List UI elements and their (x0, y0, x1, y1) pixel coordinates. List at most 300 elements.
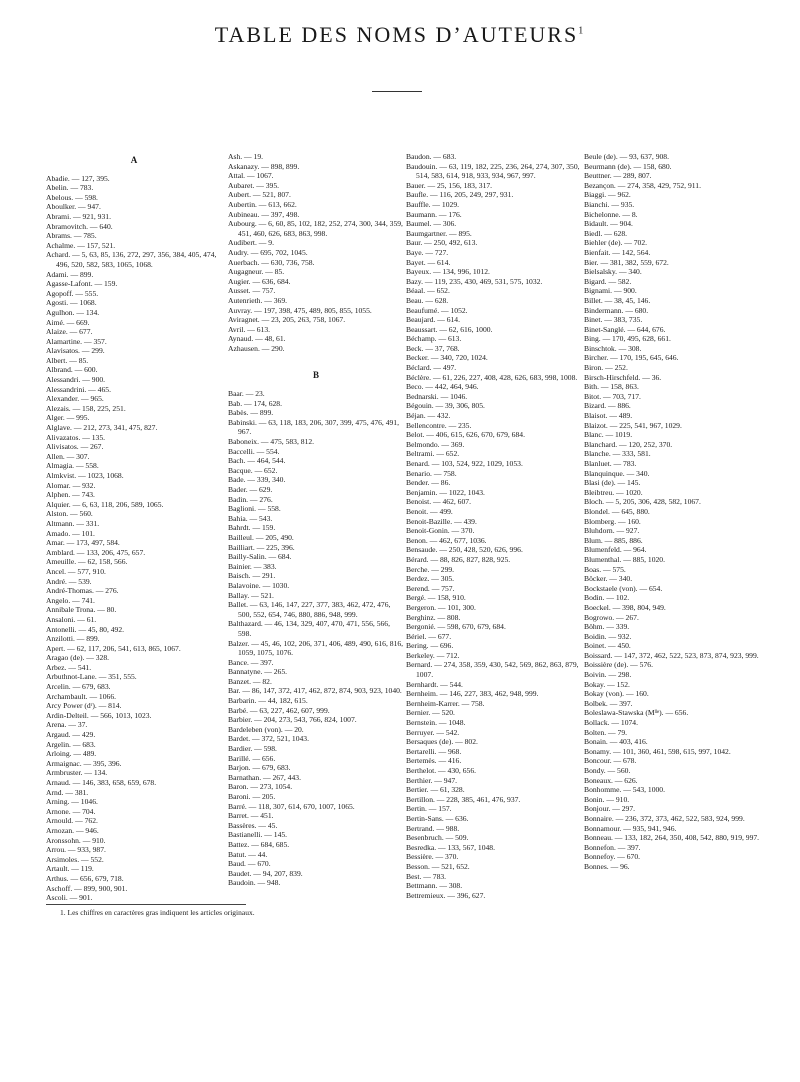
author-entry: Achard. — 5, 63, 85, 136, 272, 297, 356, 384, 405, 474, 496, 520, 582, 583, 1065, 1068. (46, 250, 217, 269)
author-entry: Alivazatos. — 135. (46, 432, 106, 442)
author-entry: Battez. — 684, 685. (228, 839, 290, 849)
author-entry: Béaal. — 652. (406, 286, 450, 296)
author-entry: Bernier. — 520. (406, 708, 455, 718)
author-entry: Bérard. — 88, 826, 827, 828, 925. (406, 554, 511, 564)
author-entry: Aubaret. — 395. (228, 180, 280, 190)
author-entry: Beaufumé. — 1052. (406, 305, 468, 315)
author-entry: Bier. — 381, 382, 559, 672. (584, 257, 669, 267)
author-entry: Boissard. — 147, 372, 462, 522, 523, 873, 874, 923, 999. (584, 650, 759, 660)
index-column-3 (406, 152, 582, 900)
author-entry: Balavoine. — 1030. (228, 580, 290, 590)
author-entry: Baron. — 273, 1054. (228, 782, 293, 792)
author-entry: Bindermann. — 680. (584, 305, 649, 315)
author-entry: Boivin. — 298. (584, 670, 632, 680)
author-entry: Almkvist. — 1023, 1068. (46, 471, 124, 480)
author-entry: Ballet. — 63, 146, 147, 227, 377, 383, 462, 472, 476, 500, 552, 654, 746, 880, 886, 948, 999. (228, 600, 391, 619)
author-entry: Baudon. — 683. (406, 152, 457, 161)
author-entry: Aubourg. — 6, 60, 85, 102, 182, 252, 274, 300, 344, 359, 451, 460, 626, 683, 863, 998. (228, 219, 403, 238)
author-entry: Berthier. — 947. (406, 775, 458, 785)
author-entry: Bender. — 86. (406, 478, 451, 488)
author-entry: Berghinz. — 808. (406, 612, 461, 622)
author-entry: Besson. — 521, 652. (406, 861, 470, 871)
author-entry: Blondel. — 645, 880. (584, 506, 650, 516)
author-entry: Blanluet. — 783. (584, 459, 637, 468)
author-entry: Bégouin. — 39, 306, 805. (406, 401, 485, 411)
author-entry: Boidin. — 932. (584, 631, 632, 641)
author-entry: Beule (de). — 93, 637, 908. (584, 152, 669, 161)
author-entry: Aimé. — 669. (46, 317, 90, 327)
author-entry: Angelo. — 741. (46, 595, 95, 605)
author-entry: Barbier. — 204, 273, 543, 766, 824, 1007. (228, 715, 357, 725)
author-entry: Ardin-Delteil. — 566, 1013, 1023. (46, 710, 152, 720)
author-entry: Almagia. — 558. (46, 461, 99, 471)
author-entry: Amado. — 101. (46, 528, 95, 538)
author-entry: Batut. — 44. (228, 849, 268, 859)
author-entry: André-Thomas. — 276. (46, 586, 119, 596)
footnote-rule (46, 904, 246, 905)
author-entry: Bab. — 174, 628. (228, 398, 282, 408)
author-entry: Boas. — 575. (584, 564, 626, 574)
section-letter: B (312, 370, 319, 381)
author-entry: Binet. — 383, 735. (584, 315, 643, 325)
author-entry: Aronssohn. — 910. (46, 835, 106, 845)
author-entry: Bleibtreu. — 1020. (584, 487, 643, 497)
author-entry: Banzet. — 82. (228, 676, 272, 686)
author-entry: Berruyer. — 542. (406, 727, 460, 737)
author-entry: Annibale Trona. — 80. (46, 605, 117, 615)
author-entry: Avril. — 613. (228, 324, 271, 334)
author-entry: Bailleul. — 205, 490. (228, 532, 294, 542)
author-entry: Alezais. — 158, 225, 251. (46, 403, 126, 413)
author-entry: Biaggi. — 962. (584, 190, 631, 200)
author-entry: Baudet. — 94, 207, 839. (228, 868, 303, 878)
author-entry: Baufle. — 116, 205, 249, 297, 931. (406, 190, 514, 200)
author-entry: Bodin. — 102. (584, 593, 630, 603)
author-entry: Artault. — 119. (46, 864, 94, 874)
author-entry: Biron. — 252. (584, 363, 628, 373)
author-entry: Alessandri. — 900. (46, 375, 106, 385)
author-entry: Baar. — 23. (228, 389, 265, 399)
author-entry: Bianchi. — 935. (584, 199, 635, 209)
author-entry: Bensaude. — 250, 428, 520, 626, 996. (406, 545, 523, 555)
author-entry: Bignami. — 900. (584, 286, 637, 296)
author-entry: Bardier. — 598. (228, 744, 277, 754)
author-entry: Baudoin. — 948. (228, 878, 281, 888)
author-entry: Barbarin. — 44, 182, 615. (228, 696, 308, 706)
author-entry: Askanazy. — 898, 899. (228, 161, 300, 171)
author-entry: Anzilotti. — 899. (46, 634, 100, 644)
author-entry: Bokay. — 152. (584, 679, 630, 689)
author-entry: Bonnaire. — 236, 372, 373, 462, 522, 583, 924, 999. (584, 813, 745, 823)
author-entry: Beck. — 37, 768. (406, 343, 460, 353)
author-entry: Blum. — 885, 886. (584, 535, 643, 545)
author-entry: Baumgartner. — 895. (406, 228, 472, 238)
author-entry: Arcy Power (dʳ). — 814. (46, 701, 122, 711)
author-entry: Bollack. — 1074. (584, 718, 638, 728)
author-entry: Barret. — 451. (228, 811, 274, 821)
author-entry: Arcelin. — 679, 683. (46, 682, 111, 692)
author-entry: Beaussart. — 62, 616, 1000. (406, 324, 493, 334)
author-entry: Bogrowo. — 267. (584, 612, 639, 622)
author-entry: Beau. — 628. (406, 295, 449, 305)
author-entry: Albert. — 85. (46, 355, 89, 365)
author-entry: Boeckel. — 398, 804, 949. (584, 602, 666, 612)
author-entry: Bance. — 397. (228, 657, 274, 667)
author-entry: Adami. — 899. (46, 269, 94, 279)
author-entry: Alavisatos. — 299. (46, 346, 105, 356)
author-entry: Berche. — 299. (406, 564, 455, 574)
index-column-2 (228, 152, 404, 888)
author-entry: Bigard. — 582. (584, 276, 632, 286)
author-entry: Aubineau. — 397, 498. (228, 209, 300, 219)
author-entry: Bezançon. — 274, 358, 429, 752, 911. (584, 180, 701, 190)
author-entry: Bernhardt. — 544. (406, 679, 463, 689)
author-entry: Aubertin. — 613, 662. (228, 199, 297, 209)
author-entry: Bersaques (de). — 802. (406, 737, 478, 747)
author-entry: Bonnefoy. — 670. (584, 852, 641, 862)
author-entry: Bannatyne. — 265. (228, 667, 288, 677)
author-entry: Agopoff. — 555. (46, 288, 99, 298)
author-entry: Biehler (de). — 702. (584, 238, 648, 248)
index-column-4 (584, 152, 760, 872)
author-entry: Bonhomme. — 543, 1000. (584, 785, 665, 795)
author-entry: Barillé. — 656. (228, 753, 276, 763)
author-entry: Bolbek. — 397. (584, 698, 633, 708)
author-entry: Bertin. — 157. (406, 804, 452, 814)
author-entry: Ausset. — 757. (228, 286, 276, 296)
author-entry: Bokay (von). — 160. (584, 689, 649, 699)
author-entry: Ballay. — 521. (228, 590, 274, 600)
author-entry: Babès. — 899. (228, 408, 274, 418)
author-entry: Bonnamour. — 935, 941, 946. (584, 823, 677, 833)
author-entry: Bonjour. — 297. (584, 804, 636, 814)
author-entry: Bonneau. — 133, 182, 264, 350, 408, 542, 880, 919, 997. (584, 833, 760, 843)
author-entry: Balzer. — 45, 46, 102, 206, 371, 406, 489, 490, 616, 816, 1059, 1075, 1076. (228, 638, 404, 658)
author-entry: Aynaud. — 48, 61. (228, 334, 286, 344)
author-entry: Augagneur. — 85. (228, 267, 285, 277)
author-entry: Bonnefon. — 397. (584, 842, 641, 852)
author-entry: Best. — 783. (406, 871, 447, 881)
author-entry: Biedl. — 628. (584, 228, 628, 238)
author-entry: Bayeux. — 134, 996, 1012. (406, 267, 490, 277)
author-entry: Audry. — 695, 702, 1045. (228, 247, 308, 257)
author-entry: Alquier. — 6, 63, 118, 206, 589, 1065. (46, 499, 164, 509)
author-entry: Benjamin. — 1022, 1043. (406, 487, 485, 497)
author-entry: Berthelot. — 430, 656. (406, 766, 477, 775)
author-entry: Boinet. — 450. (584, 641, 631, 651)
author-entry: Ancel. — 577, 910. (46, 566, 106, 576)
author-entry: Böcker. — 340. (584, 574, 633, 584)
author-entry: Bidault. — 904. (584, 219, 633, 229)
author-entry: Beltrami. — 652. (406, 449, 460, 459)
author-entry: Boncour. — 678. (584, 756, 637, 766)
author-entry: Arnould. — 762. (46, 816, 98, 826)
author-entry: Bardeleben (von). — 20. (228, 724, 304, 734)
author-entry: Alivisatos. — 267. (46, 442, 104, 452)
author-entry: Bonin. — 910. (584, 794, 630, 804)
author-entry: Abrams. — 785. (46, 231, 97, 241)
author-entry: Baglioni. — 558. (228, 504, 281, 514)
author-entry: Altmann. — 331. (46, 518, 100, 528)
author-entry: Armbruster. — 134. (46, 768, 108, 778)
author-entry: Bade. — 339, 340. (228, 475, 286, 485)
author-entry: Arnd. — 381. (46, 787, 89, 797)
author-entry: Bernstein. — 1048. (406, 718, 466, 728)
author-entry: Bondy. — 560. (584, 766, 631, 775)
author-entry: Abelous. — 598. (46, 192, 98, 202)
author-entry: Agulhon. — 134. (46, 307, 100, 317)
author-entry: Bauffle. — 1029. (406, 199, 460, 209)
author-entry: Boneaux. — 626. (584, 775, 638, 785)
author-entry: Bergeron. — 101, 300. (406, 602, 476, 612)
page-title (0, 22, 800, 48)
author-entry: Baye. — 727. (406, 247, 449, 257)
author-entry: Benoit-Gonin. — 370. (406, 526, 475, 536)
author-entry: Aboulker. — 947. (46, 202, 101, 212)
author-entry: Abelin. — 783. (46, 183, 94, 193)
author-entry: Benoist. — 462, 607. (406, 497, 471, 507)
author-entry: Bloch. — 5, 205, 306, 428, 582, 1067. (584, 497, 701, 507)
author-entry: Bacque. — 652. (228, 465, 278, 475)
author-entry: Béchamp. — 613. (406, 334, 462, 344)
author-entry: Arbez. — 541. (46, 662, 92, 672)
author-entry: Benoit-Bazille. — 439. (406, 516, 477, 526)
author-entry: Aviragnet. — 23, 205, 263, 758, 1067. (228, 315, 346, 325)
section-letter: A (130, 155, 138, 165)
author-entry: Berkeley. — 712. (406, 650, 460, 660)
author-entry: Baumann. — 176. (406, 209, 462, 219)
author-entry: Bader. — 629. (228, 485, 273, 494)
title-rule (372, 91, 422, 92)
author-entry: Bernard. — 274, 358, 359, 430, 542, 569, 862, 863, 879, 1007. (406, 660, 579, 680)
author-entry: Bettmann. — 308. (406, 881, 463, 891)
author-entry: Barjon. — 679, 683. (228, 763, 291, 773)
author-entry: Aschoff. — 899, 900, 901. (46, 883, 128, 893)
author-entry: Bettremieux. — 396, 627. (406, 890, 486, 900)
author-entry: Bielsalsky. — 340. (584, 267, 642, 277)
author-entry: Béclère. — 61, 226, 227, 408, 428, 626, 683, 998, 1008. (406, 372, 578, 382)
author-entry: Arthus. — 656, 679, 718. (46, 873, 124, 883)
author-entry: Alexander. — 965. (46, 394, 104, 404)
author-entry: Beurmann (de). — 158, 680. (584, 161, 672, 171)
author-entry: Arnaud. — 146, 383, 658, 659, 678. (46, 778, 157, 787)
author-entry: Boissière (de). — 576. (584, 660, 653, 670)
author-entry: Arnozan. — 946. (46, 825, 99, 835)
author-entry: Blaisot. — 489. (584, 411, 633, 421)
author-entry: Argelin. — 683. (46, 739, 96, 749)
footnote: 1. Les chiffres en caractères gras indiquent les articles originaux. (60, 908, 255, 917)
author-entry: Arsimoles. — 552. (46, 854, 104, 864)
author-entry: Baccelli. — 554. (228, 446, 280, 456)
author-entry: Abramovitch. — 640. (46, 221, 113, 231)
author-entry: Ascoli. — 901. (46, 893, 93, 903)
author-entry: Bach. — 464, 544. (228, 456, 286, 466)
author-entry: Ameuille. — 62, 158, 566. (46, 557, 128, 567)
author-entry: Bertrand. — 988. (406, 823, 460, 833)
author-entry: Bith. — 158, 863. (584, 382, 639, 392)
author-entry: Baisch. — 291. (228, 571, 276, 581)
author-entry: Bertillon. — 228, 385, 461, 476, 937. (406, 794, 521, 804)
author-entry: Agasse-Lafont. — 159. (46, 279, 118, 289)
author-entry: Bellencontre. — 235. (406, 420, 472, 430)
author-entry: Alaize. — 677. (46, 327, 93, 337)
author-entry: Billet. — 38, 45, 146. (584, 295, 651, 305)
author-entry: Alessandrini. — 465. (46, 384, 111, 394)
author-entry: Bolten. — 79. (584, 727, 628, 737)
author-entry: Besenbruch. — 509. (406, 833, 469, 843)
author-entry: Amar. — 173, 497, 584. (46, 538, 120, 548)
author-entry: Bonamy. — 101, 360, 461, 598, 615, 997, 1042. (584, 746, 731, 756)
author-entry: Bériel. — 677. (406, 631, 452, 641)
author-entry: Alger. — 995. (46, 413, 90, 423)
author-entry: Bardet. — 372, 521, 1043. (228, 734, 309, 744)
author-entry: Bichelonne. — 8. (584, 209, 638, 219)
author-entry: Berdez. — 305. (406, 574, 455, 584)
author-entry: Bertier. — 61, 328. (406, 785, 465, 795)
author-entry: Babinski. — 63, 118, 183, 206, 307, 399, 475, 476, 491, 967. (228, 417, 400, 437)
author-entry: Béjan. — 432. (406, 411, 451, 421)
author-entry: Bienfait. — 142, 564. (584, 247, 651, 257)
author-entry: Bernheim. — 146, 227, 383, 462, 948, 999. (406, 689, 539, 699)
author-entry: Bahrdt. — 159. (228, 523, 276, 533)
index-column-1 (46, 152, 222, 903)
author-entry: Arbuthnot-Lane. — 351, 555. (46, 672, 137, 682)
author-entry: Ansaloni. — 61. (46, 614, 97, 624)
author-entry: Benario. — 758. (406, 468, 457, 478)
author-entry: Blanquinque. — 340. (584, 468, 650, 478)
author-entry: Bockstaele (von). — 654. (584, 583, 663, 593)
author-entry: Badin. — 276. (228, 494, 273, 504)
author-entry: Alamartine. — 357. (46, 336, 107, 346)
author-entry: Blumenfeld. — 964. (584, 545, 647, 555)
author-entry: Bing. — 170, 495, 628, 661. (584, 334, 671, 344)
author-entry: Becker. — 340, 720, 1024. (406, 353, 488, 363)
author-entry: Archambault. — 1066. (46, 691, 117, 701)
author-entry: Birsch-Hirschfeld. — 36. (584, 372, 662, 382)
author-entry: Binet-Sanglé. — 644, 676. (584, 324, 666, 334)
author-entry: Binschtok. — 308. (584, 343, 642, 353)
author-entry: Alomar. — 932. (46, 480, 96, 490)
author-entry: Beaujard. — 614. (406, 315, 460, 325)
author-entry: Bonain. — 403, 416. (584, 737, 648, 747)
author-entry: Baroni. — 205. (228, 792, 276, 801)
author-entry: Allen. — 307. (46, 451, 90, 461)
author-entry: Bainier. — 383. (228, 561, 277, 571)
author-entry: Bahia. — 543. (228, 513, 273, 523)
author-entry: Baud. — 670. (228, 859, 271, 869)
author-entry: Blasi (de). — 145. (584, 478, 641, 488)
author-entry: Bertin-Sans. — 636. (406, 813, 469, 823)
author-entry: Alglave. — 212, 273, 341, 475, 827. (46, 423, 158, 433)
author-entry: Bizard. — 886. (584, 401, 631, 411)
author-entry: Armaignac. — 395, 396. (46, 758, 122, 768)
author-entry: Bailly-Salin. — 684. (228, 552, 292, 562)
author-entry: Bertemès. — 416. (406, 756, 462, 766)
author-entry: Arrou. — 933, 987. (46, 845, 106, 855)
author-entry: Barnathan. — 267, 443. (228, 772, 301, 782)
author-entry: Antonelli. — 45, 80, 492. (46, 624, 125, 634)
author-entry: Attal. — 1067. (228, 171, 274, 181)
author-entry: Bitot. — 703, 717. (584, 391, 641, 401)
author-entry: Aubert. — 521, 807. (228, 190, 291, 200)
author-entry: Bircher. — 170, 195, 645, 646. (584, 353, 679, 363)
author-entry: Baur. — 250, 492, 613. (406, 238, 478, 248)
author-entry: Bastianelli. — 145. (228, 830, 288, 840)
author-entry: Balthazard. — 46, 134, 329, 407, 470, 471, 556, 566, 598. (228, 619, 390, 638)
author-entry: Alston. — 560. (46, 509, 93, 519)
author-entry: André. — 539. (46, 576, 92, 586)
author-entry: Aragao (de). — 328. (46, 653, 110, 663)
author-entry: Arnone. — 704. (46, 806, 96, 816)
author-entry: Blanc. — 1019. (584, 430, 633, 440)
author-entry: Boleslawa-Stawska (Mˡˡᵉ). — 656. (584, 708, 689, 718)
author-entry: Blomberg. — 160. (584, 516, 641, 526)
author-entry: Blanchard. — 120, 252, 370. (584, 439, 673, 449)
author-entry: Bar. — 86, 147, 372, 417, 462, 872, 874, 903, 923, 1040. (228, 686, 402, 696)
author-entry: Beco. — 442, 464, 946. (406, 382, 479, 392)
author-entry: Blaizot. — 225, 541, 967, 1029. (584, 420, 682, 430)
author-entry: Azhausen. — 290. (228, 343, 285, 353)
author-entry: Baudouin. — 63, 119, 182, 225, 236, 264, 274, 307, 350, 514, 583, 614, 918, 933, 934, 967, 997. (406, 161, 580, 181)
author-entry: Ash. — 19. (228, 152, 264, 161)
author-entry: Achalme. — 157, 521. (46, 240, 116, 250)
author-entry: Bazy. — 119, 235, 430, 469, 531, 575, 1032. (406, 276, 543, 286)
author-entry: Belmondo. — 369. (406, 439, 465, 449)
author-entry: Alphen. — 743. (46, 490, 95, 500)
author-entry: Abrami. — 921, 931. (46, 211, 111, 221)
author-entry: Bertarelli. — 968. (406, 746, 462, 756)
author-entry: Benon. — 462, 677, 1036. (406, 535, 487, 545)
author-entry: Bednarski. — 1046. (406, 391, 468, 401)
author-entry: Auvray. — 197, 398, 475, 489, 805, 855, 1055. (228, 305, 372, 315)
author-entry: Autenrieth. — 369. (228, 295, 288, 305)
author-entry: Baumel. — 306. (406, 219, 457, 229)
author-entry: Albrand. — 600. (46, 365, 98, 375)
author-entry: Bailliart. — 225, 396. (228, 542, 295, 552)
author-entry: Agosti. — 1068. (46, 298, 97, 308)
author-entry: Benoit. — 499. (406, 506, 453, 516)
author-entry: Abadie. — 127, 395. (46, 173, 110, 183)
author-entry: Amblard. — 133, 206, 475, 657. (46, 547, 146, 557)
author-entry: Belot. — 406, 615, 626, 670, 679, 684. (406, 430, 525, 440)
author-entry: Bergonié. — 598, 670, 679, 684. (406, 622, 506, 632)
author-entry: Argaud. — 429. (46, 730, 96, 740)
author-entry: Berend. — 757. (406, 583, 455, 593)
author-entry: Bayet. — 614. (406, 257, 451, 267)
author-entry: Béclard. — 497. (406, 363, 457, 373)
author-entry: Arena. — 37. (46, 720, 88, 730)
author-entry: Audibert. — 9. (228, 238, 274, 248)
page-title-text: TABLE DES NOMS D’AUTEURS (214, 22, 579, 47)
section-spacer (228, 353, 404, 367)
author-entry: Bluhdorn. — 927. (584, 526, 640, 536)
author-entry: Barbé. — 63, 227, 462, 607, 999. (228, 705, 330, 715)
author-entry: Auerbach. — 630, 736, 758. (228, 257, 315, 267)
author-entry: Augier. — 636, 684. (228, 276, 291, 286)
author-entry: Bonnes. — 96. (584, 861, 630, 871)
author-entry: Blumenthal. — 885, 1020. (584, 554, 665, 564)
author-entry: Barré. — 118, 307, 614, 670, 1007, 1065. (228, 801, 355, 811)
author-entry: Böhm. — 339. (584, 622, 630, 632)
title-footnote-mark: 1 (578, 25, 586, 37)
author-entry: Baboneix. — 475, 583, 812. (228, 437, 315, 447)
author-entry: Bassères. — 45. (228, 820, 278, 830)
author-entry: Bering. — 696. (406, 641, 454, 651)
author-entry: Besredka. — 133, 567, 1048. (406, 842, 496, 852)
author-entry: Arloing. — 489. (46, 749, 97, 759)
author-entry: Bessière. — 370. (406, 852, 459, 862)
author-entry: Bauer. — 25, 156, 183, 317. (406, 180, 493, 190)
